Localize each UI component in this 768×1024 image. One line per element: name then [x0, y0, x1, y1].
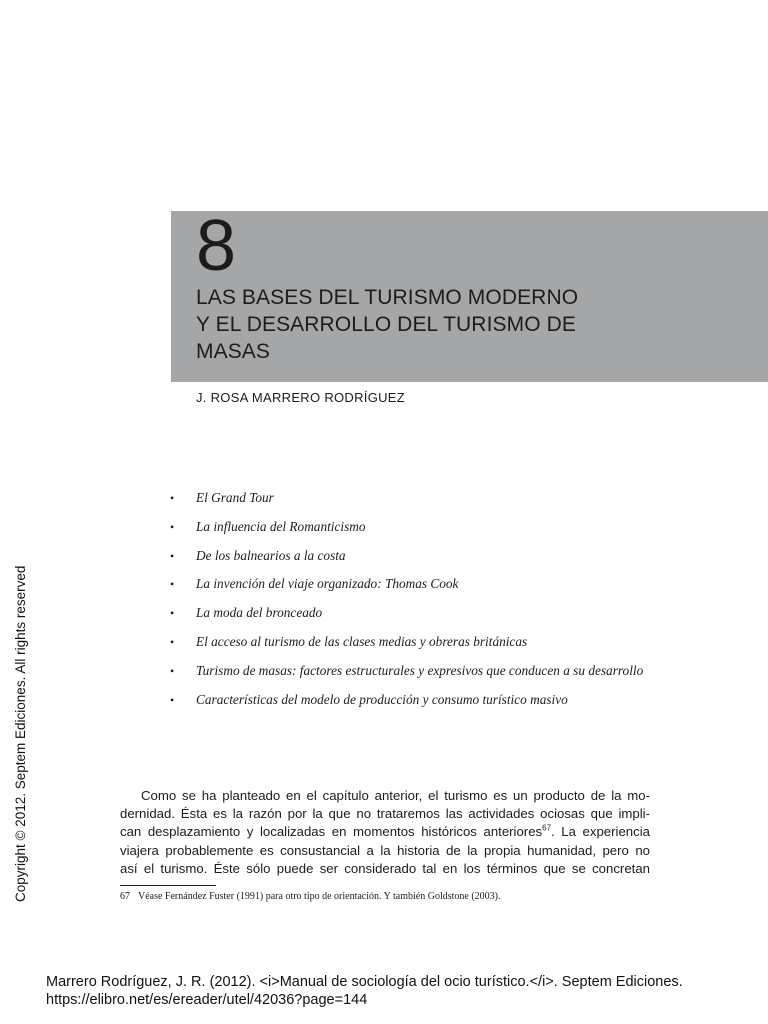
- body-line-text: . La experiencia: [551, 824, 650, 840]
- bullet-icon: •: [170, 692, 175, 707]
- topic-text: La invención del viaje organizado: Thomas Cook: [196, 576, 459, 592]
- topic-item: [170, 690, 690, 719]
- citation-footer: [46, 973, 746, 1009]
- chapter-topics-list: [170, 488, 690, 718]
- chapter-number: 8: [196, 206, 237, 286]
- footnote-reference[interactable]: 67: [542, 824, 552, 834]
- chapter-title-line: Y EL DESARROLLO DEL TURISMO DE: [196, 313, 576, 336]
- topic-item: [170, 574, 690, 603]
- topic-item: [170, 632, 690, 661]
- footnote-text: Véase Fernández Fuster (1991) para otro tipo de orientación. Y también Goldstone (2003).: [138, 891, 501, 902]
- chapter-title-line: LAS BASES DEL TURISMO MODERNO: [196, 286, 579, 309]
- topic-text: La influencia del Romanticismo: [196, 518, 366, 534]
- bullet-icon: •: [170, 519, 175, 534]
- body-line: Como se ha planteado en el capítulo anterior, el turismo es un producto de la mo-: [141, 788, 650, 803]
- citation-line: Marrero Rodríguez, J. R. (2012). <i>Manual de sociología del ocio turístico.</i>. Septem Ediciones.: [46, 974, 683, 990]
- body-line: [120, 823, 650, 841]
- bullet-icon: •: [170, 606, 175, 621]
- chapter-title: [196, 284, 756, 365]
- bullet-icon: •: [170, 491, 175, 505]
- topic-item: [170, 517, 690, 546]
- chapter-title-line: MASAS: [196, 340, 271, 363]
- footnote-number: 67: [120, 891, 130, 902]
- bullet-icon: •: [170, 634, 175, 649]
- topic-item: [170, 603, 690, 632]
- topic-text: Turismo de masas: factores estructurales y expresivos que conducen a su desarrollo: [196, 662, 644, 678]
- footnote: [120, 890, 501, 904]
- citation-url[interactable]: https://elibro.net/es/ereader/utel/42036?page=144: [46, 992, 368, 1008]
- topic-item: [170, 661, 690, 690]
- chapter-author: J. ROSA MARRERO RODRÍGUEZ: [196, 390, 406, 405]
- copyright-notice: Copyright © 2012. Septem Ediciones. All rights reserved: [13, 565, 28, 902]
- topic-text: Características del modelo de producción y consumo turístico masivo: [196, 691, 568, 707]
- body-paragraph: [120, 787, 650, 878]
- body-line-text: can desplazamiento y localizadas en momentos históricos anteriores: [120, 824, 543, 840]
- topic-text: La moda del bronceado: [196, 605, 323, 621]
- topic-item: [170, 488, 690, 517]
- topic-text: El Grand Tour: [196, 490, 274, 505]
- bullet-icon: •: [170, 663, 175, 678]
- topic-text: El acceso al turismo de las clases medias y obreras británicas: [196, 633, 528, 649]
- topic-text: De los balnearios a la costa: [196, 547, 346, 563]
- body-line: viajera probablemente es consustancial a la historia de la propia humanidad, pero no: [120, 842, 650, 858]
- bullet-icon: •: [170, 548, 175, 563]
- body-line: dernidad. Ésta es la razón por la que no trataremos las actividades ociosas que impli-: [120, 806, 650, 822]
- footnote-divider: [120, 885, 216, 886]
- bullet-icon: •: [170, 577, 175, 592]
- topic-item: [170, 546, 690, 575]
- body-line: así el turismo. Éste sólo puede ser considerado tal en los términos que se concretan: [120, 860, 650, 876]
